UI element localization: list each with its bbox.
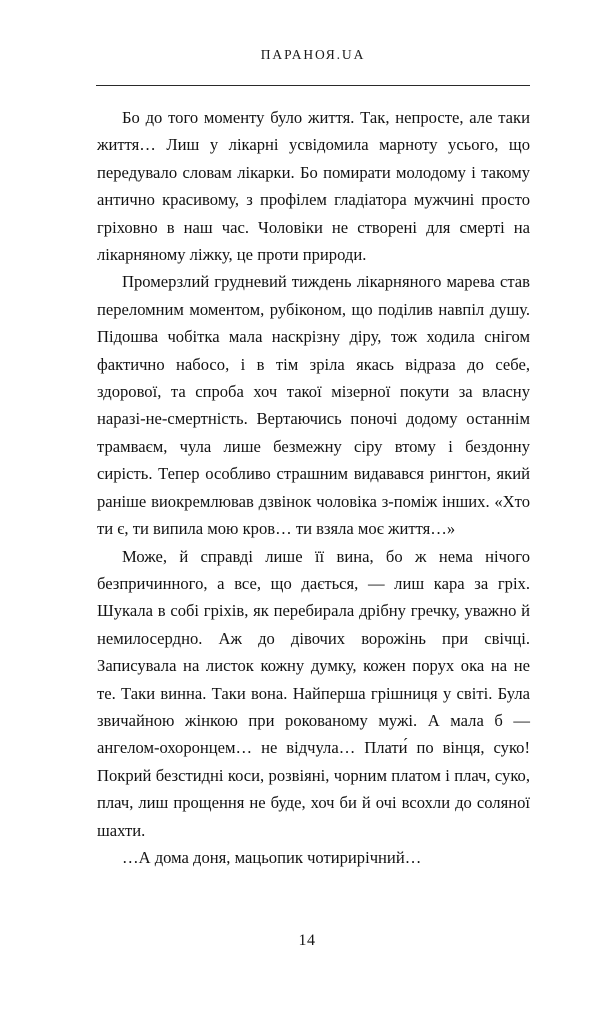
body-text-block: [97, 104, 530, 871]
page-footer: [0, 932, 614, 950]
running-head-title: ПАРАНОЯ.UA: [260, 47, 366, 62]
page-number: 14: [298, 932, 316, 949]
paragraph: …А дома доня, мацьопик чотирирічний…: [122, 847, 422, 867]
header-divider-rule: [96, 85, 530, 86]
running-head: [96, 46, 530, 64]
paragraph: Бо до того моменту було життя. Так, непросте, але таки життя… Лиш у лікарні усвідомила марноту усього, що передувало словам лікарки. Бо помирати молодому і такому антично красивому, з профілем гладіатора мужчині просто гріховно в наш час. Чоловіки не створені для смерті на лікарняному ліжку, це проти природи.: [97, 108, 530, 265]
paragraph: Промерзлий грудневий тиждень лікарняного марева став переломним моментом, рубіконом, що поділив навпіл душу. Підошва чобітка мала наскрізну діру, тож ходила снігом фактично набосо, і в тім зріла якась відраза до себе, здорової, та спроба хоч такої мізерної покути за власну наразі-не-смертність. Вертаючись поночі додому останнім трамваєм, чула лише безмежну сіру втому і бездонну сирість. Тепер особливо страшним видавався рингтон, який раніше виокремлював дзвінок чоловіка з-поміж інших. «Хто ти є, ти випила мою кров… ти взяла моє життя…»: [97, 272, 530, 539]
paragraph: Може, й справді лише її вина, бо ж нема нічого безпричинного, а все, що дається, — лиш кара за гріх. Шукала в собі гріхів, як перебирала дрібну гречку, уважно й немилосердно. Аж до дівочих ворожінь при свічці. Записувала на листок кожну думку, кожен порух ока на не те. Таки винна. Таки вона. Найперша грішниця у світі. Була звичайною жінкою при рокованому мужі. А мала б — ангелом-охоронцем… не відчула… Плати́ по вінця, суко! Покрий безстидні коси, розвіяні, чорним платом і плач, суко, плач, лиш прощення не буде, хоч би й очі всохли до соляної шахти.: [97, 546, 530, 840]
